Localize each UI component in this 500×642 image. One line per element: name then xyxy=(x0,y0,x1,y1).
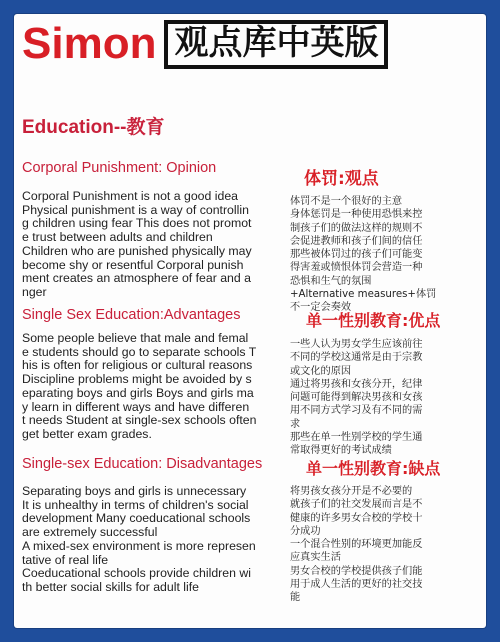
en-body-corporal xyxy=(22,190,284,300)
en-body-advantages xyxy=(22,332,284,442)
text-line: 一些人认为男女学生应该前往 xyxy=(290,339,423,350)
en-body-disadvantages xyxy=(22,485,284,595)
text-line: 不一定会奏效 xyxy=(290,302,352,314)
text-line: Coeducational schools provide children wi xyxy=(22,566,251,581)
text-line: 恐惧和生气的氛围 xyxy=(290,275,372,287)
en-block-advantages xyxy=(22,307,284,442)
en-block-corporal xyxy=(22,160,284,300)
cn-block-corporal xyxy=(290,164,460,315)
text-line: 通过将男孩和女孩分开，纪律 xyxy=(290,378,423,390)
text-line: Corporal Punishment is not a good idea xyxy=(22,189,239,203)
text-line: 那些在单一性别学校的学生通 xyxy=(290,432,423,444)
text-line: 会促进教师和孩子们间的信任 xyxy=(290,235,423,247)
text-line: 用不同方式学习及有不同的需 xyxy=(290,405,423,417)
section-heading: Education--教育 xyxy=(22,117,165,138)
text-line: Some people believe that male and femal xyxy=(22,331,249,345)
cn-heading-disadvantages: 单一性别教育:缺点 xyxy=(306,459,441,478)
en-heading-advantages: Single Sex Education:Advantages xyxy=(22,307,241,323)
text-line: 用于成人生活的更好的社交技 xyxy=(290,579,423,591)
text-line: 健康的许多男女合校的学校十 xyxy=(290,512,423,524)
en-heading-corporal: Corporal Punishment: Opinion xyxy=(22,160,217,176)
text-line: 求 xyxy=(290,418,301,430)
text-line: Separating boys and girls is unnecessary xyxy=(22,484,247,498)
text-line: A mixed-sex environment is more represen xyxy=(22,538,256,553)
text-line: It is unhealthy in terms of children's social xyxy=(22,497,249,512)
text-line: th better social skills for adult life xyxy=(22,579,200,594)
text-line: Discipline problems might be avoided by s xyxy=(22,372,252,387)
text-line: are extremely successful xyxy=(22,525,158,540)
text-line: 一个混合性别的环境更加能反 xyxy=(290,539,423,551)
text-line: +Alternative measures+体罚 xyxy=(290,289,437,301)
text-line: 将男孩女孩分开是不必要的 xyxy=(290,486,413,497)
text-line: t needs Student at single-sex schools often xyxy=(22,413,257,428)
text-line: tative of real life xyxy=(22,552,109,567)
cn-block-disadvantages xyxy=(290,456,460,605)
text-line: eparating boys and girls Boys and girls ma xyxy=(22,385,254,400)
cn-block-advantages xyxy=(290,308,460,458)
text-line: 分成功 xyxy=(290,525,321,537)
text-line: 身体惩罚是一种使用恐惧来控 xyxy=(290,209,423,221)
text-line: ment creates an atmosphere of fear and a xyxy=(22,271,251,286)
text-line: y learn in different ways and have differen xyxy=(22,399,250,414)
text-line: nger xyxy=(22,284,47,299)
text-line: 那些被体罚过的孩子们可能变 xyxy=(290,249,423,261)
text-line: become shy or resentful Corporal punish xyxy=(22,257,244,272)
text-line: e students should go to separate schools T xyxy=(22,344,257,359)
text-line: g children using fear This does not promot xyxy=(22,216,252,231)
text-line: 制孩子们的做法这样的规则不 xyxy=(290,222,423,234)
text-line: development Many coeducational schools xyxy=(22,511,251,526)
text-line: 得害羞或愤恨体罚会营造一种 xyxy=(290,262,423,274)
text-line: 男女合校的学校提供孩子们能 xyxy=(290,565,423,577)
text-line: 应真实生活 xyxy=(290,552,341,564)
en-block-disadvantages xyxy=(22,456,284,595)
cn-body-advantages xyxy=(290,338,460,458)
text-line: 不同的学校这通常是由于宗教 xyxy=(290,352,423,364)
text-line: e trust between adults and children xyxy=(22,230,213,245)
text-line: 问题可能得到解决男孩和女孩 xyxy=(290,392,423,404)
text-line: Physical punishment is a way of controllin xyxy=(22,202,249,217)
text-line: 常取得更好的考试成绩 xyxy=(290,445,392,457)
text-line: 体罚不是一个很好的主意 xyxy=(290,196,403,207)
text-line: Children who are punished physically may xyxy=(22,243,252,258)
text-line: 或文化的原因 xyxy=(290,365,352,377)
cn-heading-advantages: 单一性别教育:优点 xyxy=(306,311,441,330)
title-banner xyxy=(22,20,388,69)
text-line: his is often for religious or cultural reasons xyxy=(22,358,253,373)
en-heading-disadvantages: Single-sex Education: Disadvantages xyxy=(22,456,263,472)
text-line: 就孩子们的社交发展而言是不 xyxy=(290,499,423,511)
title-chinese: 观点库中英版 xyxy=(164,20,388,69)
text-line: 能 xyxy=(290,592,301,604)
cn-body-corporal xyxy=(290,195,460,315)
title-english: Simon xyxy=(22,19,157,69)
cn-body-disadvantages xyxy=(290,485,460,605)
text-line: get better exam grades. xyxy=(22,426,152,441)
cn-heading-corporal: 体罚:观点 xyxy=(304,169,379,189)
